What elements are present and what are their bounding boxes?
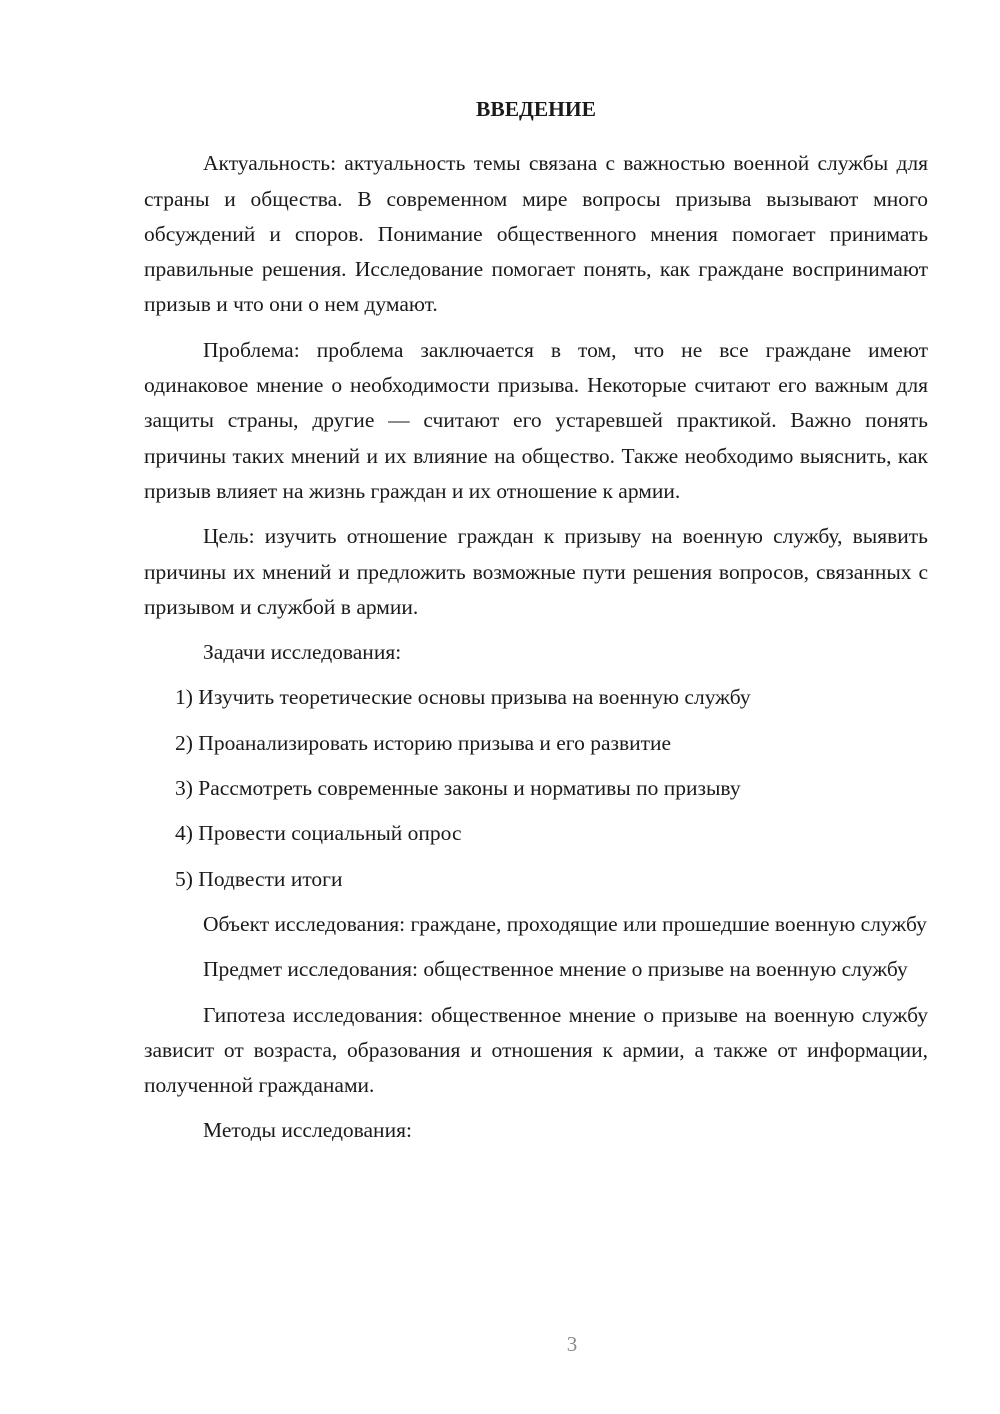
- task-list: [144, 680, 928, 896]
- research-subject-paragraph: Предмет исследования: общественное мнение о призыве на военную службу: [203, 957, 908, 982]
- task-item-4: [144, 816, 928, 851]
- page-number: 3: [566, 1332, 578, 1356]
- research-methods-paragraph: Методы исследования:: [203, 1118, 412, 1143]
- task-text: Проанализировать историю призыва и его развитие: [198, 730, 672, 755]
- task-number: 2): [175, 730, 193, 755]
- task-text: Изучить теоретические основы призыва на военную службу: [198, 685, 751, 710]
- task-text: Подвести итоги: [198, 866, 343, 891]
- goal-paragraph: Цель: изучить отношение граждан к призыву на военную службу, выявить причины их мнений и предложить возможные пути решения вопросов, связанных с призывом и службой в армии.: [144, 524, 928, 619]
- research-hypothesis-paragraph: Гипотеза исследования: общественное мнение о призыве на военную службу зависит от возраста, образования и отношения к армии, а также от информации, полученной гражданами.: [144, 1002, 928, 1098]
- relevance-paragraph: Актуальность: актуальность темы связана с важностью военной службы для страны и общества. В современном мире вопросы призыва вызывают много обсуждений и споров. Понимание общественного мнения помогает принимать правильные решения. Исследование помогает понять, как граждане воспринимают призыв и что они о нем думают.: [144, 151, 928, 317]
- task-text: Провести социальный опрос: [198, 821, 462, 846]
- section-heading: ВВЕДЕНИЕ: [476, 97, 596, 121]
- document-page: [144, 92, 928, 1159]
- task-item-5: [144, 862, 928, 897]
- task-item-1: [144, 680, 928, 715]
- task-text: Рассмотреть современные законы и нормативы по призыву: [198, 776, 741, 801]
- task-number: 3): [175, 776, 193, 801]
- research-object-paragraph: Объект исследования: граждане, проходящие или прошедшие военную службу: [203, 911, 927, 936]
- task-number: 4): [175, 821, 193, 846]
- task-number: 1): [175, 685, 193, 710]
- task-item-3: [144, 771, 928, 806]
- task-number: 5): [175, 866, 193, 891]
- task-item-2: [144, 726, 928, 761]
- tasks-title: Задачи исследования:: [203, 640, 402, 665]
- problem-paragraph: Проблема: проблема заключается в том, что не все граждане имеют одинаковое мнение о необходимости призыва. Некоторые считают его важным для защиты страны, другие — считают его устаревшей практикой. Важно понять причины таких мнений и их влияние на общество. Также необходимо выяснить, как призыв влияет на жизнь граждан и их отношение к армии.: [144, 337, 928, 503]
